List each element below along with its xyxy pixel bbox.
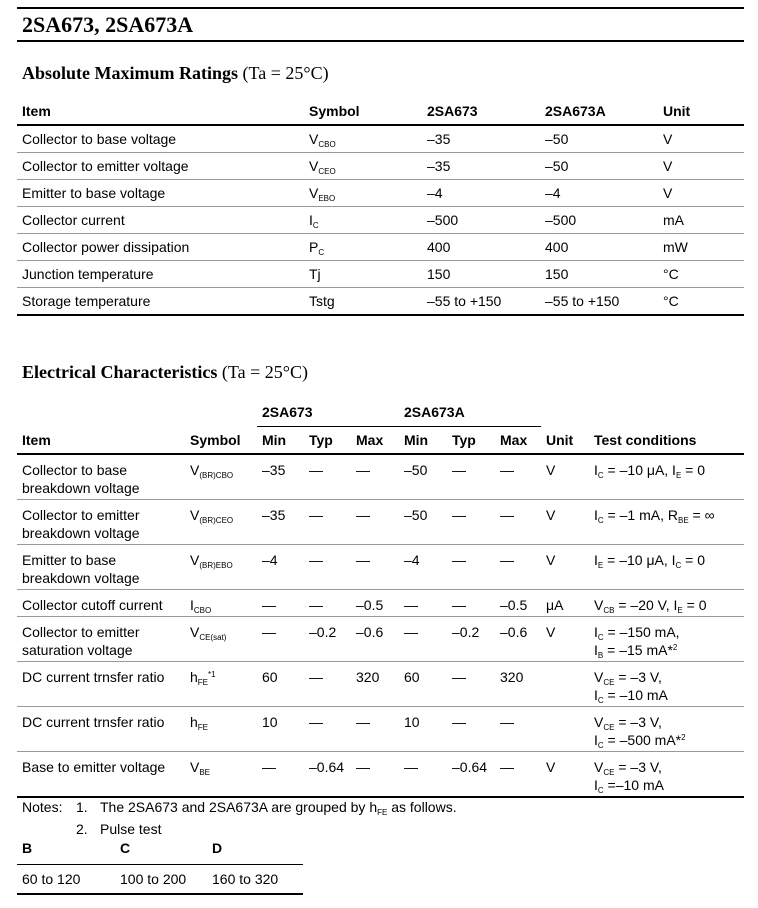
tc-symbol: I (594, 732, 598, 748)
amr-item: Storage temperature (17, 288, 304, 316)
amr-symbol-main: V (309, 131, 319, 147)
ec-max-b: 320 (495, 662, 541, 707)
ec-symbol-main: h (190, 714, 198, 730)
ec-max-a: — (351, 500, 399, 545)
ec-condition: (Ta = 25°C) (221, 362, 308, 382)
ec-max-b: — (495, 545, 541, 590)
amr-item: Collector to emitter voltage (17, 153, 304, 180)
tc-text: = –1 mA, R (603, 507, 678, 523)
ec-min-a: — (257, 590, 304, 617)
tc-sub: CB (603, 606, 615, 615)
amr-value-2sa673a: –50 (540, 153, 658, 180)
grouping-value-b: 60 to 120 (17, 865, 115, 895)
ec-min-a: –35 (257, 500, 304, 545)
ec-unit: V (541, 500, 589, 545)
amr-item: Junction temperature (17, 261, 304, 288)
ec-item-line1: Collector to emitter (22, 507, 140, 523)
amr-value-2sa673a: –50 (540, 125, 658, 153)
tc-sub: E (677, 606, 683, 615)
amr-symbol-main: Tstg (309, 293, 335, 309)
note-1-text-b: as follows. (387, 799, 457, 815)
ec-min-b: –4 (399, 545, 447, 590)
ec-symbol (185, 617, 257, 662)
amr-row (17, 180, 744, 207)
test-condition-line (594, 461, 744, 479)
amr-symbol-sub: CEO (318, 167, 336, 176)
amr-symbol-sub: CBO (318, 140, 336, 149)
amr-row (17, 153, 744, 180)
ec-item (17, 454, 185, 500)
ec-min-a: –4 (257, 545, 304, 590)
amr-symbol-main: V (309, 158, 319, 174)
amr-value-2sa673: 400 (422, 234, 540, 261)
ec-symbol-main: V (190, 759, 200, 775)
amr-symbol (304, 125, 422, 153)
amr-symbol-main: Tj (309, 266, 321, 282)
tc-symbol: V (594, 759, 604, 775)
ec-row (17, 545, 744, 590)
test-condition-line (594, 551, 744, 569)
ec-typ-b: –0.64 (447, 752, 495, 798)
ec-group-2sa673: 2SA673 (257, 398, 399, 427)
ec-table (17, 398, 744, 798)
ec-typ-b: — (447, 662, 495, 707)
amr-symbol (304, 207, 422, 234)
grouping-value-c: 100 to 200 (115, 865, 207, 895)
grouping-value-d: 160 to 320 (207, 865, 303, 895)
tc-symbol: I (594, 624, 598, 640)
ec-symbol-main: V (190, 462, 200, 478)
ec-max-a: 320 (351, 662, 399, 707)
amr-value-2sa673a: –55 to +150 (540, 288, 658, 316)
amr-unit: °C (658, 261, 744, 288)
ec-typ-a: –0.2 (304, 617, 351, 662)
ec-item-line2: breakdown voltage (22, 570, 140, 586)
tc-sub: C (675, 561, 682, 570)
ec-item (17, 662, 185, 707)
ec-max-b: — (495, 707, 541, 752)
top-rule (17, 7, 744, 9)
tc-symbol: I (594, 687, 598, 703)
test-condition-line (594, 668, 744, 686)
ec-symbol-sub: (BR)CBO (199, 471, 234, 480)
ec-test-conditions (589, 590, 744, 617)
amr-symbol-sub: EBO (318, 194, 336, 203)
ec-col-typ-a: Typ (304, 427, 351, 455)
ec-min-b: — (399, 752, 447, 798)
ec-typ-b: — (447, 707, 495, 752)
amr-item: Emitter to base voltage (17, 180, 304, 207)
amr-symbol (304, 261, 422, 288)
amr-row (17, 125, 744, 153)
ec-max-b: — (495, 752, 541, 798)
ec-unit: V (541, 545, 589, 590)
test-condition-line (594, 731, 744, 749)
test-condition-line (594, 623, 744, 641)
ec-min-a: –35 (262, 462, 286, 478)
amr-unit: mW (658, 234, 744, 261)
ec-col-typ-b: Typ (447, 427, 495, 455)
amr-header-row (17, 98, 744, 125)
tc-sub: E (597, 561, 604, 570)
page-title: 2SA673, 2SA673A (22, 12, 194, 37)
ec-test-conditions (589, 500, 744, 545)
ec-item-line1: DC current trnsfer ratio (22, 714, 165, 730)
ec-heading (22, 362, 308, 383)
ec-max-a: — (356, 462, 370, 478)
ec-max-b: –0.6 (495, 617, 541, 662)
amr-value-2sa673a: –500 (540, 207, 658, 234)
test-condition-line (594, 776, 744, 794)
ec-symbol (185, 454, 257, 500)
tc-text: = –10 μA, I (603, 462, 676, 478)
amr-heading-text: Absolute Maximum Ratings (22, 63, 239, 83)
ec-col-max-a: Max (351, 427, 399, 455)
amr-col-2sa673a: 2SA673A (540, 98, 658, 125)
ec-max-a: — (351, 752, 399, 798)
notes-label: Notes: (22, 799, 63, 815)
amr-row (17, 234, 744, 261)
test-condition-line (594, 506, 744, 524)
ec-unit: V (541, 752, 589, 798)
tc-sup: 2 (681, 733, 686, 742)
ec-min-a: 60 (257, 662, 304, 707)
grouping-value-row (17, 865, 303, 895)
tc-text: = –10 μA, I (603, 552, 676, 568)
amr-value-2sa673a: 400 (540, 234, 658, 261)
ec-test-conditions (589, 454, 744, 500)
ec-item-line1: Emitter to base (22, 552, 117, 568)
ec-min-b: — (399, 590, 447, 617)
hfe-grouping-table (17, 840, 303, 895)
test-condition-line (594, 758, 744, 776)
tc-sub: CE (603, 678, 615, 687)
ec-min-b: 60 (399, 662, 447, 707)
ec-typ-b: — (447, 545, 495, 590)
ec-symbol-sup: *1 (208, 670, 216, 679)
ec-symbol (185, 752, 257, 798)
ec-unit: V (546, 462, 556, 478)
tc-text: = 0 (682, 597, 707, 613)
amr-item: Collector to base voltage (17, 125, 304, 153)
amr-value-2sa673: –35 (422, 153, 540, 180)
note-2-number: 2. (76, 821, 88, 837)
tc-sub: C (597, 696, 604, 705)
grouping-header-row (17, 840, 303, 865)
note-2 (22, 818, 457, 840)
ec-max-b: — (500, 462, 514, 478)
ec-symbol-main: V (190, 552, 200, 568)
ec-min-a: — (257, 752, 304, 798)
ec-item-line1: Collector to base (22, 462, 128, 478)
tc-sub: C (597, 741, 604, 750)
ec-row (17, 617, 744, 662)
grouping-header-b: B (17, 840, 115, 865)
ec-symbol (185, 500, 257, 545)
ec-min-a: — (257, 617, 304, 662)
tc-symbol: I (594, 507, 598, 523)
test-condition-line (594, 641, 744, 659)
amr-symbol-sub: C (318, 248, 325, 257)
ec-typ-b: — (447, 500, 495, 545)
amr-col-symbol: Symbol (304, 98, 422, 125)
amr-symbol-sub: C (312, 221, 319, 230)
tc-text: = 0 (681, 462, 706, 478)
tc-symbol: V (594, 669, 604, 685)
ec-symbol-sub: (BR)EBO (199, 561, 233, 570)
amr-unit: mA (658, 207, 744, 234)
amr-unit: V (658, 180, 744, 207)
ec-row (17, 662, 744, 707)
ec-test-conditions (589, 662, 744, 707)
tc-sub: E (675, 471, 682, 480)
amr-symbol-main: I (309, 212, 313, 228)
amr-col-unit: Unit (658, 98, 744, 125)
tc-text: = –500 mA* (603, 732, 682, 748)
ec-item (17, 752, 185, 798)
amr-col-item: Item (17, 98, 304, 125)
amr-item: Collector current (17, 207, 304, 234)
ec-row (17, 590, 744, 617)
ec-typ-a: — (309, 462, 323, 478)
tc-sub: BE (677, 516, 689, 525)
ec-row (17, 500, 744, 545)
ec-min-b: –50 (399, 500, 447, 545)
tc-symbol: V (594, 714, 604, 730)
tc-text: =–10 mA (603, 777, 664, 793)
test-condition-line (594, 596, 744, 614)
amr-item: Collector power dissipation (17, 234, 304, 261)
ec-symbol-sub: FE (197, 678, 209, 687)
ec-typ-a: — (304, 545, 351, 590)
ec-symbol (185, 707, 257, 752)
ec-typ-b: –0.2 (447, 617, 495, 662)
ec-max-a: — (351, 545, 399, 590)
note-2-text: Pulse test (100, 821, 162, 837)
tc-sub: CE (603, 723, 615, 732)
amr-symbol (304, 288, 422, 316)
ec-symbol-main: V (190, 624, 200, 640)
tc-text: = –10 mA (603, 687, 668, 703)
ec-heading-text: Electrical Characteristics (22, 362, 218, 382)
ec-item-line1: Base to emitter voltage (22, 759, 166, 775)
amr-condition: (Ta = 25°C) (242, 63, 329, 83)
amr-col-2sa673: 2SA673 (422, 98, 540, 125)
ec-symbol-main: I (190, 597, 194, 613)
note-1-text-a: The 2SA673 and 2SA673A are grouped by h (100, 799, 378, 815)
ec-row (17, 707, 744, 752)
ec-item-line1: Collector cutoff current (22, 597, 163, 613)
tc-symbol: I (594, 552, 598, 568)
ec-test-conditions (589, 545, 744, 590)
ec-col-item: Item (17, 427, 185, 455)
ec-test-conditions (589, 707, 744, 752)
amr-value-2sa673: –55 to +150 (422, 288, 540, 316)
amr-value-2sa673: 150 (422, 261, 540, 288)
amr-unit: V (658, 153, 744, 180)
ec-symbol-main: V (190, 507, 200, 523)
amr-value-2sa673a: 150 (540, 261, 658, 288)
tc-symbol: I (594, 642, 598, 658)
amr-value-2sa673: –500 (422, 207, 540, 234)
amr-symbol (304, 153, 422, 180)
amr-row (17, 288, 744, 316)
ec-min-b: –50 (404, 462, 428, 478)
ec-item (17, 500, 185, 545)
ec-min-b: — (399, 617, 447, 662)
ec-item-line1: Collector to emitter (22, 624, 140, 640)
note-1 (22, 796, 457, 818)
ec-unit (541, 707, 589, 752)
ec-row (17, 752, 744, 798)
test-condition-line (594, 713, 744, 731)
ec-header-row (17, 427, 744, 455)
ec-item (17, 590, 185, 617)
tc-text: = –150 mA, (603, 624, 680, 640)
ec-typ-b: — (447, 590, 495, 617)
test-condition-line (594, 686, 744, 704)
ec-symbol-sub: (BR)CEO (199, 516, 234, 525)
tc-symbol: V (594, 597, 604, 613)
amr-symbol (304, 234, 422, 261)
ec-row (17, 454, 744, 500)
tc-sub: CE (603, 768, 615, 777)
ec-typ-a: — (304, 707, 351, 752)
ec-item (17, 545, 185, 590)
amr-row (17, 261, 744, 288)
ec-max-b: –0.5 (495, 590, 541, 617)
ec-symbol-sub: BE (199, 768, 211, 777)
amr-symbol (304, 180, 422, 207)
ec-item-line2: breakdown voltage (22, 525, 140, 541)
tc-symbol: I (594, 462, 598, 478)
ec-symbol-sub: FE (197, 723, 209, 732)
amr-value-2sa673a: –4 (540, 180, 658, 207)
amr-unit: V (658, 125, 744, 153)
tc-text: = 0 (681, 552, 706, 568)
ec-col-test-conditions: Test conditions (589, 427, 744, 455)
ec-symbol (185, 590, 257, 617)
ec-col-symbol: Symbol (185, 427, 257, 455)
ec-symbol-sub: CBO (193, 606, 212, 615)
grouping-header-c: C (115, 840, 207, 865)
ec-min-a: 10 (257, 707, 304, 752)
tc-sub: C (597, 516, 604, 525)
tc-text: = –3 V, (614, 714, 662, 730)
ec-max-b: — (495, 500, 541, 545)
amr-table (17, 98, 744, 316)
ec-symbol-sub: CE(sat) (199, 633, 227, 642)
ec-unit: V (541, 617, 589, 662)
ec-col-min-a: Min (257, 427, 304, 455)
ec-max-a: –0.6 (351, 617, 399, 662)
amr-symbol-main: P (309, 239, 319, 255)
ec-unit: μA (541, 590, 589, 617)
amr-value-2sa673: –35 (422, 125, 540, 153)
tc-text: = ∞ (688, 507, 715, 523)
ec-item (17, 707, 185, 752)
note-1-sub: FE (377, 808, 388, 817)
ec-group-2sa673a: 2SA673A (399, 398, 541, 427)
ec-item-line2: saturation voltage (22, 642, 133, 658)
note-1-number: 1. (76, 799, 88, 815)
grouping-header-d: D (207, 840, 303, 865)
ec-min-b: 10 (399, 707, 447, 752)
ec-test-conditions (589, 752, 744, 798)
amr-row (17, 207, 744, 234)
ec-typ-b: — (452, 462, 466, 478)
ec-item (17, 617, 185, 662)
tc-symbol: I (594, 777, 598, 793)
tc-text: = –3 V, (614, 669, 662, 685)
tc-sub: B (597, 651, 604, 660)
tc-text: = –15 mA* (603, 642, 673, 658)
tc-sup: 2 (672, 643, 678, 652)
ec-col-max-b: Max (495, 427, 541, 455)
tc-sub: C (597, 786, 604, 795)
ec-item-line1: DC current trnsfer ratio (22, 669, 165, 685)
ec-item-line2: breakdown voltage (22, 480, 140, 496)
amr-heading (22, 63, 329, 84)
amr-value-2sa673: –4 (422, 180, 540, 207)
ec-typ-a: –0.64 (304, 752, 351, 798)
ec-group-row (17, 398, 744, 427)
amr-symbol-main: V (309, 185, 319, 201)
notes (22, 796, 457, 840)
title-rule (17, 40, 744, 42)
ec-max-a: –0.5 (351, 590, 399, 617)
ec-test-conditions (589, 617, 744, 662)
ec-typ-a: — (304, 500, 351, 545)
ec-max-a: — (351, 707, 399, 752)
tc-sub: C (597, 633, 604, 642)
tc-text: = –3 V, (614, 759, 662, 775)
ec-unit (541, 662, 589, 707)
ec-col-min-b: Min (399, 427, 447, 455)
ec-symbol (185, 545, 257, 590)
ec-symbol (185, 662, 257, 707)
ec-col-unit: Unit (541, 427, 589, 455)
tc-text: = –20 V, I (614, 597, 678, 613)
ec-typ-a: — (304, 590, 351, 617)
tc-sub: C (597, 471, 604, 480)
ec-symbol-main: h (190, 669, 198, 685)
amr-unit: °C (658, 288, 744, 316)
ec-typ-a: — (304, 662, 351, 707)
